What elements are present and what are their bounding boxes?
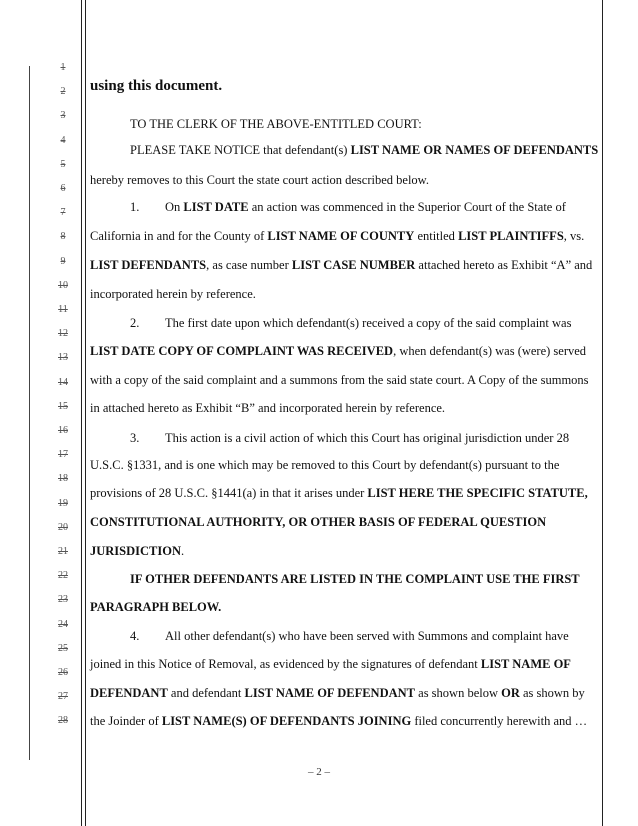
line-number: 11 (58, 304, 68, 315)
placeholder-bold: LIST HERE THE SPECIFIC STATUTE, (367, 486, 588, 500)
line-number: 6 (60, 183, 66, 194)
placeholder-bold: CONSTITUTIONAL AUTHORITY, OR OTHER BASIS OF FEDERAL QUESTION (90, 515, 547, 529)
text-run: TO THE CLERK OF THE ABOVE-ENTITLED COURT: (130, 117, 422, 131)
text-run: , as case number (206, 258, 292, 272)
line-number: 15 (58, 400, 68, 412)
text-run: PLEASE TAKE NOTICE that defendant(s) (130, 143, 351, 157)
text-line (90, 173, 429, 188)
line-number: 3 (60, 110, 66, 122)
text-run: All other defendant(s) who have been served with Summons and complaint have (165, 629, 569, 643)
text-run: in attached hereto as Exhibit “B” and incorporated herein by reference. (90, 401, 446, 415)
placeholder-bold: LIST DEFENDANTS (90, 258, 207, 272)
line-number: 8 (60, 231, 66, 243)
text-run: hereby removes to this Court the state court action described below. (90, 173, 430, 187)
placeholder-bold: LIST DATE (183, 200, 249, 214)
text-run: This action is a civil action of which this Court has original jurisdiction under 28 (165, 431, 570, 445)
continuation-heading (90, 78, 222, 95)
margin-line-left-outer (81, 0, 82, 826)
placeholder-bold: LIST NAME OF COUNTY (267, 229, 415, 243)
text-line (130, 572, 580, 587)
text-line (90, 287, 256, 302)
page-number: – 2 – (308, 766, 330, 778)
placeholder-bold: LIST DATE COPY OF COMPLAINT WAS RECEIVED (90, 344, 394, 358)
margin-line-left-inner (85, 0, 86, 826)
paragraph-number: 3. (130, 431, 140, 445)
text-line (130, 117, 422, 132)
text-line (130, 629, 569, 644)
text-line (90, 229, 584, 244)
text-run: attached hereto as Exhibit “A” and (415, 258, 593, 272)
text-run: entitled (414, 229, 459, 243)
text-run: filed concurrently herewith and … (411, 714, 588, 728)
line-number: 16 (58, 425, 68, 436)
text-line (130, 200, 566, 215)
text-run: provisions of 28 U.S.C. §1441(a) in that it arises under (90, 486, 368, 500)
placeholder-bold: DEFENDANT (90, 686, 168, 700)
text-line (90, 458, 559, 473)
text-run: U.S.C. §1331, and is one which may be removed to this Court by defendant(s) pursuant to the (90, 458, 560, 472)
placeholder-bold: LIST NAME OF (480, 657, 571, 671)
line-number: 4 (60, 134, 66, 146)
line-number: 24 (58, 618, 68, 630)
text-run: as shown below (415, 686, 502, 700)
text-run: California in and for the County of (90, 229, 268, 243)
line-number: 7 (60, 207, 66, 219)
line-number: 22 (58, 570, 68, 582)
placeholder-bold: LIST NAME OR NAMES OF DEFENDANTS (350, 143, 599, 157)
text-run: as shown by (519, 686, 585, 700)
placeholder-bold: LIST PLAINTIFFS (458, 229, 564, 243)
line-number: 26 (58, 667, 68, 678)
placeholder-bold: LIST NAME OF DEFENDANT (244, 686, 416, 700)
line-number: 27 (58, 691, 68, 703)
line-number: 5 (60, 158, 66, 170)
line-number: 20 (58, 521, 68, 533)
text-line (90, 657, 571, 672)
text-line (130, 431, 569, 446)
paragraph-number: 1. (130, 200, 140, 214)
line-number: 28 (58, 715, 68, 727)
text-run: , when defendant(s) was (were) served (393, 344, 587, 358)
line-number: 9 (60, 255, 66, 267)
line-number: 23 (58, 594, 68, 606)
placeholder-bold: OR (501, 686, 520, 700)
text-line (90, 486, 588, 501)
line-number: 25 (58, 642, 68, 654)
text-line (90, 373, 589, 388)
line-number: 10 (58, 279, 68, 291)
text-run: an action was commenced in the Superior Court of the State of (248, 200, 566, 214)
line-number: 17 (58, 449, 68, 461)
text-line (90, 714, 587, 729)
text-line (90, 258, 592, 273)
line-number: 13 (58, 352, 68, 364)
placeholder-bold: using this document. (90, 78, 223, 94)
text-line (90, 401, 445, 416)
left-margin-rule (29, 66, 30, 760)
paragraph-number: 2. (130, 316, 140, 330)
paragraph-number: 4. (130, 629, 140, 643)
placeholder-bold: IF OTHER DEFENDANTS ARE LISTED IN THE COMPLAINT USE THE FIRST (130, 572, 580, 586)
text-line (130, 143, 598, 158)
text-line (90, 686, 585, 701)
text-line (130, 316, 571, 331)
text-run: with a copy of the said complaint and a summons from the said state court. A Copy of the summons (90, 373, 589, 387)
line-number: 14 (58, 376, 68, 388)
line-number: 2 (60, 86, 66, 98)
text-run: and defendant (167, 686, 245, 700)
placeholder-bold: PARAGRAPH BELOW. (90, 600, 222, 614)
line-number: 12 (58, 328, 68, 340)
text-line (90, 600, 221, 615)
text-line (90, 515, 546, 530)
placeholder-bold: JURISDICTION (90, 544, 181, 558)
text-run: , vs. (563, 229, 585, 243)
text-run: The first date upon which defendant(s) received a copy of the said complaint was (165, 316, 572, 330)
text-line (90, 344, 586, 359)
text-line (90, 544, 184, 559)
placeholder-bold: LIST NAME(S) OF DEFENDANTS JOINING (161, 714, 412, 728)
text-run: the Joinder of (90, 714, 162, 728)
line-number: 18 (58, 473, 68, 485)
margin-line-right (602, 0, 603, 826)
text-run: . (181, 544, 185, 558)
line-number: 19 (58, 497, 68, 509)
text-run: On (165, 200, 184, 214)
text-run: joined in this Notice of Removal, as evidenced by the signatures of defendant (90, 657, 481, 671)
line-number: 21 (58, 546, 68, 557)
placeholder-bold: LIST CASE NUMBER (291, 258, 416, 272)
text-run: incorporated herein by reference. (90, 287, 256, 301)
line-number: 1 (60, 62, 66, 73)
